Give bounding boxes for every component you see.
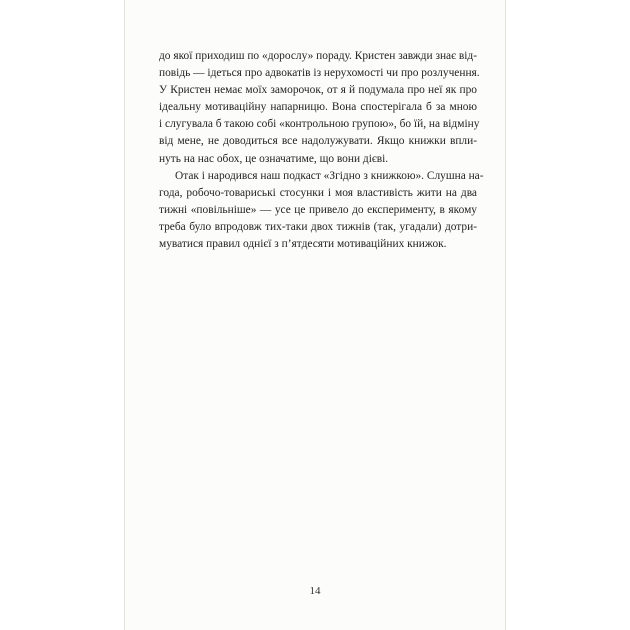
book-page: [124, 0, 506, 630]
text-line: від мене, не доводиться все надолужувати. Якщо книжки впли-: [159, 135, 477, 148]
text-line: года, робочо-товариські стосунки і моя властивість жити на два: [159, 186, 477, 199]
text-line: нуть на нас обох, це означатиме, що вони дієві.: [159, 152, 389, 165]
text-line: до якої приходиш по «дорослу» пораду. Кристен завжди знає від-: [159, 50, 477, 62]
text-line: муватися правил однієї з п’ятдесяти мотиваційних книжок.: [159, 238, 447, 251]
text-line: і слугувала б такою собі «контрольною групою», бо їй, на відміну: [159, 118, 480, 131]
paragraph-1: [159, 48, 480, 168]
text-line: ідеальну мотиваційну напарницю. Вона спостерігала б за мною: [159, 101, 477, 114]
page-number: 14: [309, 585, 321, 597]
body-text: [159, 48, 484, 253]
text-line: Отак і народився наш подкаст «Згідно з книжкою». Слушна на-: [175, 169, 484, 182]
text-line: тижні «повільніше» — усе це привело до експерименту, в якому: [159, 203, 477, 216]
text-line: треба було впродовж тих-таки двох тижнів (так, угадали) дотри-: [159, 220, 477, 233]
text-line: У Кристен немає моїх заморочок, от я й подумала про неї як про: [159, 84, 477, 97]
text-line: повідь — ідеться про адвокатів із нерухомості чи про розлучення.: [159, 67, 480, 80]
paragraph-2: [159, 168, 484, 253]
